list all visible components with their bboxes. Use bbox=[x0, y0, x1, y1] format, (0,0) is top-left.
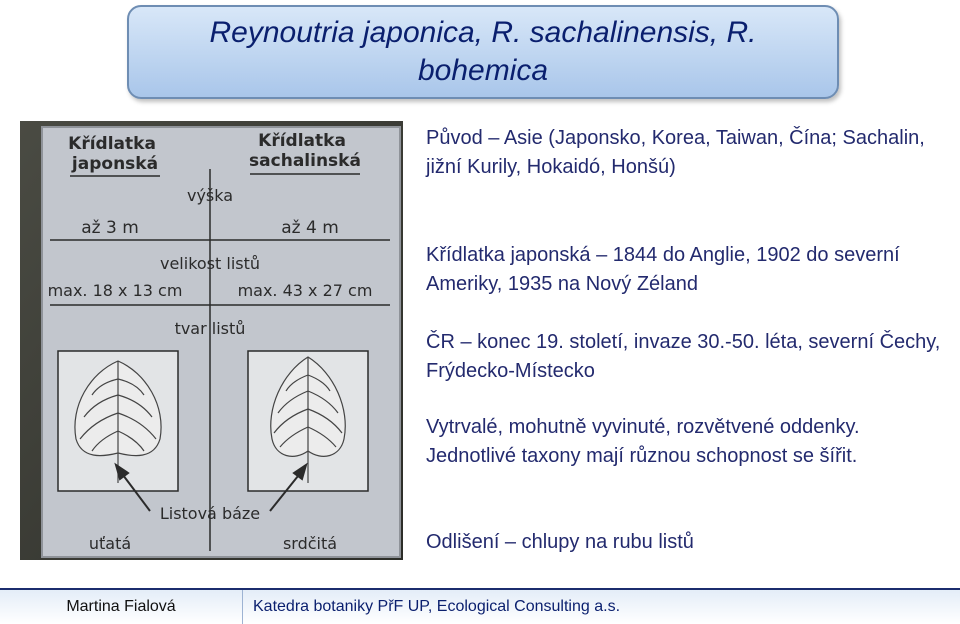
botanical-comparison-photo bbox=[20, 121, 403, 560]
distinction-paragraph: Odlišení – chlupy na rubu listů bbox=[426, 531, 694, 553]
origin-paragraph: Původ – Asie (Japonsko, Korea, Taiwan, Čína; Sachalin, jižní Kurily, Hokaidó, Honšú) bbox=[426, 127, 925, 178]
heading-right-line1: Křídlatka bbox=[258, 131, 346, 151]
footer-author: Martina Fialová bbox=[0, 590, 242, 624]
heading-left-line1: Křídlatka bbox=[68, 134, 156, 154]
history-paragraph: Křídlatka japonská – 1844 do Anglie, 1902 do severní Ameriky, 1935 na Nový Zéland bbox=[426, 244, 900, 295]
title-box bbox=[127, 5, 839, 99]
photo-heading-left bbox=[68, 134, 162, 174]
slide-title: Reynoutria japonica, R. sachalinensis, R. bohemica bbox=[209, 16, 757, 87]
leafsize-left: max. 18 x 13 cm bbox=[47, 281, 183, 300]
leafsize-label: velikost listů bbox=[159, 254, 261, 273]
leafsize-right: max. 43 x 27 cm bbox=[237, 281, 373, 300]
heading-right-line2: sachalinská bbox=[249, 151, 361, 171]
height-left: až 3 m bbox=[81, 218, 139, 238]
footer bbox=[0, 588, 960, 624]
base-label: Listová báze bbox=[159, 504, 261, 523]
photo-heading-right bbox=[249, 131, 361, 171]
base-left: uťatá bbox=[88, 534, 132, 553]
rhizome-paragraph: Vytrvalé, mohutně vyvinuté, rozvětvené oddenky. Jednotlivé taxony mají různou schopnost se šířit. bbox=[426, 416, 860, 467]
base-right: srdčitá bbox=[282, 534, 338, 553]
height-label: výška bbox=[186, 186, 234, 205]
czech-paragraph: ČR – konec 19. století, invaze 30.-50. léta, severní Čechy, Frýdecko-Místecko bbox=[426, 331, 941, 382]
height-right: až 4 m bbox=[281, 218, 339, 238]
heading-left-line2: japonská bbox=[71, 154, 159, 174]
footer-institution: Katedra botaniky PřF UP, Ecological Consulting a.s. bbox=[242, 590, 960, 624]
leafshape-label: tvar listů bbox=[174, 319, 246, 338]
